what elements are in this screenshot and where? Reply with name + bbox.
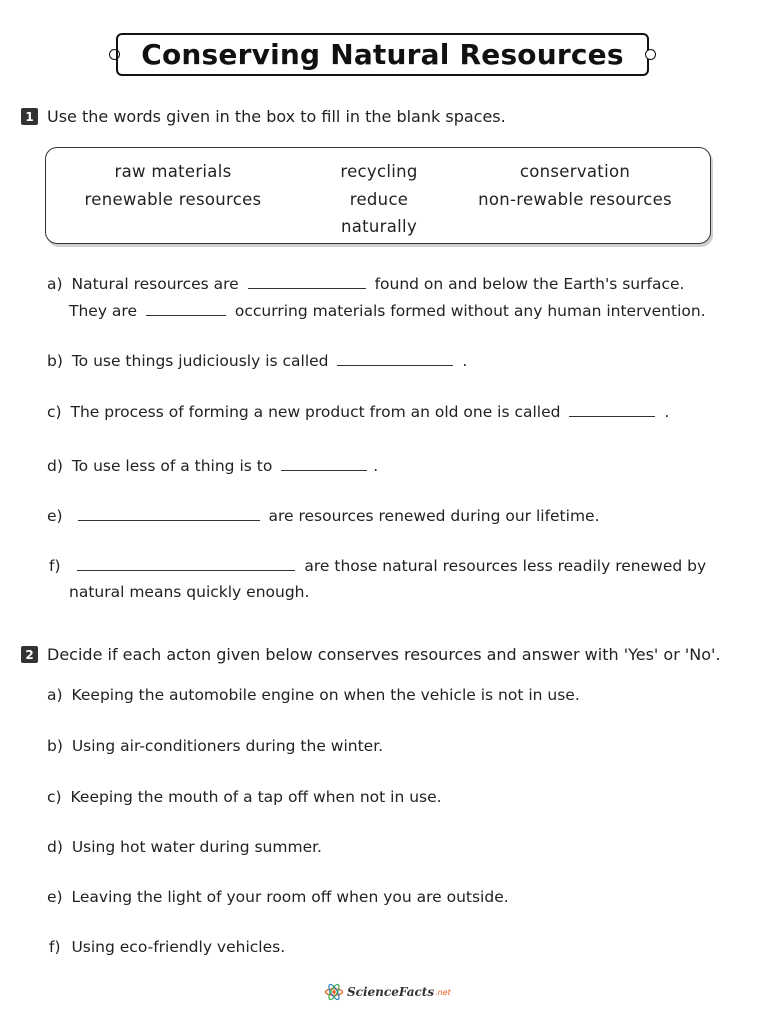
question-2d xyxy=(47,837,322,857)
question-label: d) xyxy=(47,457,63,475)
answer-blank[interactable] xyxy=(248,273,366,289)
section-1-instruction: Use the words given in the box to fill in the blank spaces. xyxy=(47,107,506,126)
footer-brand: ScienceFacts xyxy=(347,985,435,999)
question-2b xyxy=(47,736,383,756)
answer-blank[interactable] xyxy=(77,555,295,571)
question-text: Using hot water during summer. xyxy=(71,838,322,856)
footer-tld: .net xyxy=(435,987,451,997)
title-banner xyxy=(110,33,655,76)
question-1f-line-2 xyxy=(69,582,309,602)
question-1e xyxy=(47,505,600,526)
answer-blank[interactable] xyxy=(281,455,367,471)
word-bank-column-3 xyxy=(470,158,680,213)
question-2e xyxy=(47,887,509,907)
section-1-heading xyxy=(21,107,506,126)
word-bank-item: naturally xyxy=(340,217,418,236)
question-2c xyxy=(47,787,442,807)
word-bank-item: reduce xyxy=(349,189,409,209)
question-text: Keeping the mouth of a tap off when not in use. xyxy=(70,788,442,806)
question-label: e) xyxy=(47,507,63,525)
page-title: Conserving Natural Resources xyxy=(141,38,624,71)
question-text: found on and below the Earth's surface. xyxy=(374,275,685,293)
section-1-number: 1 xyxy=(21,108,38,125)
question-text: Keeping the automobile engine on when the vehicle is not in use. xyxy=(71,686,580,704)
atom-icon xyxy=(324,982,344,1002)
word-bank-item: conservation xyxy=(519,162,631,181)
answer-blank[interactable] xyxy=(78,505,260,521)
question-1b xyxy=(47,350,467,371)
question-label: f) xyxy=(49,938,61,956)
question-text: are those natural resources less readily renewed by xyxy=(304,557,707,575)
footer-logo xyxy=(324,982,451,1002)
question-label: e) xyxy=(47,888,63,906)
question-text: Natural resources are xyxy=(71,275,239,293)
question-label: f) xyxy=(49,557,61,575)
question-text: . xyxy=(664,403,670,421)
question-text: Using eco-friendly vehicles. xyxy=(71,938,286,956)
word-bank-item: raw materials xyxy=(114,162,232,181)
question-text: natural means quickly enough. xyxy=(69,583,310,601)
question-text: are resources renewed during our lifetime. xyxy=(268,507,600,525)
question-1a xyxy=(47,273,684,294)
question-label: b) xyxy=(47,737,63,755)
question-text: Leaving the light of your room off when you are outside. xyxy=(71,888,509,906)
answer-blank[interactable] xyxy=(337,350,453,366)
title-knob-right xyxy=(645,49,656,60)
question-1d xyxy=(47,455,378,476)
word-bank-column-1 xyxy=(78,158,268,213)
word-bank-item: non-rewable resources xyxy=(478,189,672,209)
word-bank-box xyxy=(45,147,711,244)
question-label: a) xyxy=(47,686,63,704)
word-bank-item: recycling xyxy=(340,162,418,181)
question-2f xyxy=(49,937,285,957)
section-2-heading xyxy=(21,645,721,664)
question-text: They are xyxy=(69,302,137,320)
question-label: c) xyxy=(47,788,62,806)
question-text: To use less of a thing is to xyxy=(71,457,273,475)
answer-blank[interactable] xyxy=(569,401,655,417)
question-1f xyxy=(49,555,706,576)
answer-blank[interactable] xyxy=(146,300,226,316)
section-2-instruction: Decide if each acton given below conserves resources and answer with 'Yes' or 'No'. xyxy=(47,645,721,664)
question-label: b) xyxy=(47,352,63,370)
question-label: d) xyxy=(47,838,63,856)
question-label: c) xyxy=(47,403,62,421)
question-2a xyxy=(47,685,580,705)
section-2-number: 2 xyxy=(21,646,38,663)
question-text: . xyxy=(373,457,379,475)
question-text: The process of forming a new product from an old one is called xyxy=(70,403,561,421)
title-frame xyxy=(116,33,649,76)
question-text: . xyxy=(462,352,468,370)
question-text: occurring materials formed without any human intervention. xyxy=(234,302,706,320)
question-label: a) xyxy=(47,275,63,293)
question-1a-line-2 xyxy=(69,300,706,321)
word-bank-column-2 xyxy=(314,158,444,241)
question-text: To use things judiciously is called xyxy=(71,352,329,370)
question-text: Using air-conditioners during the winter. xyxy=(71,737,384,755)
question-1c xyxy=(47,401,669,422)
word-bank-item: renewable resources xyxy=(84,189,262,209)
